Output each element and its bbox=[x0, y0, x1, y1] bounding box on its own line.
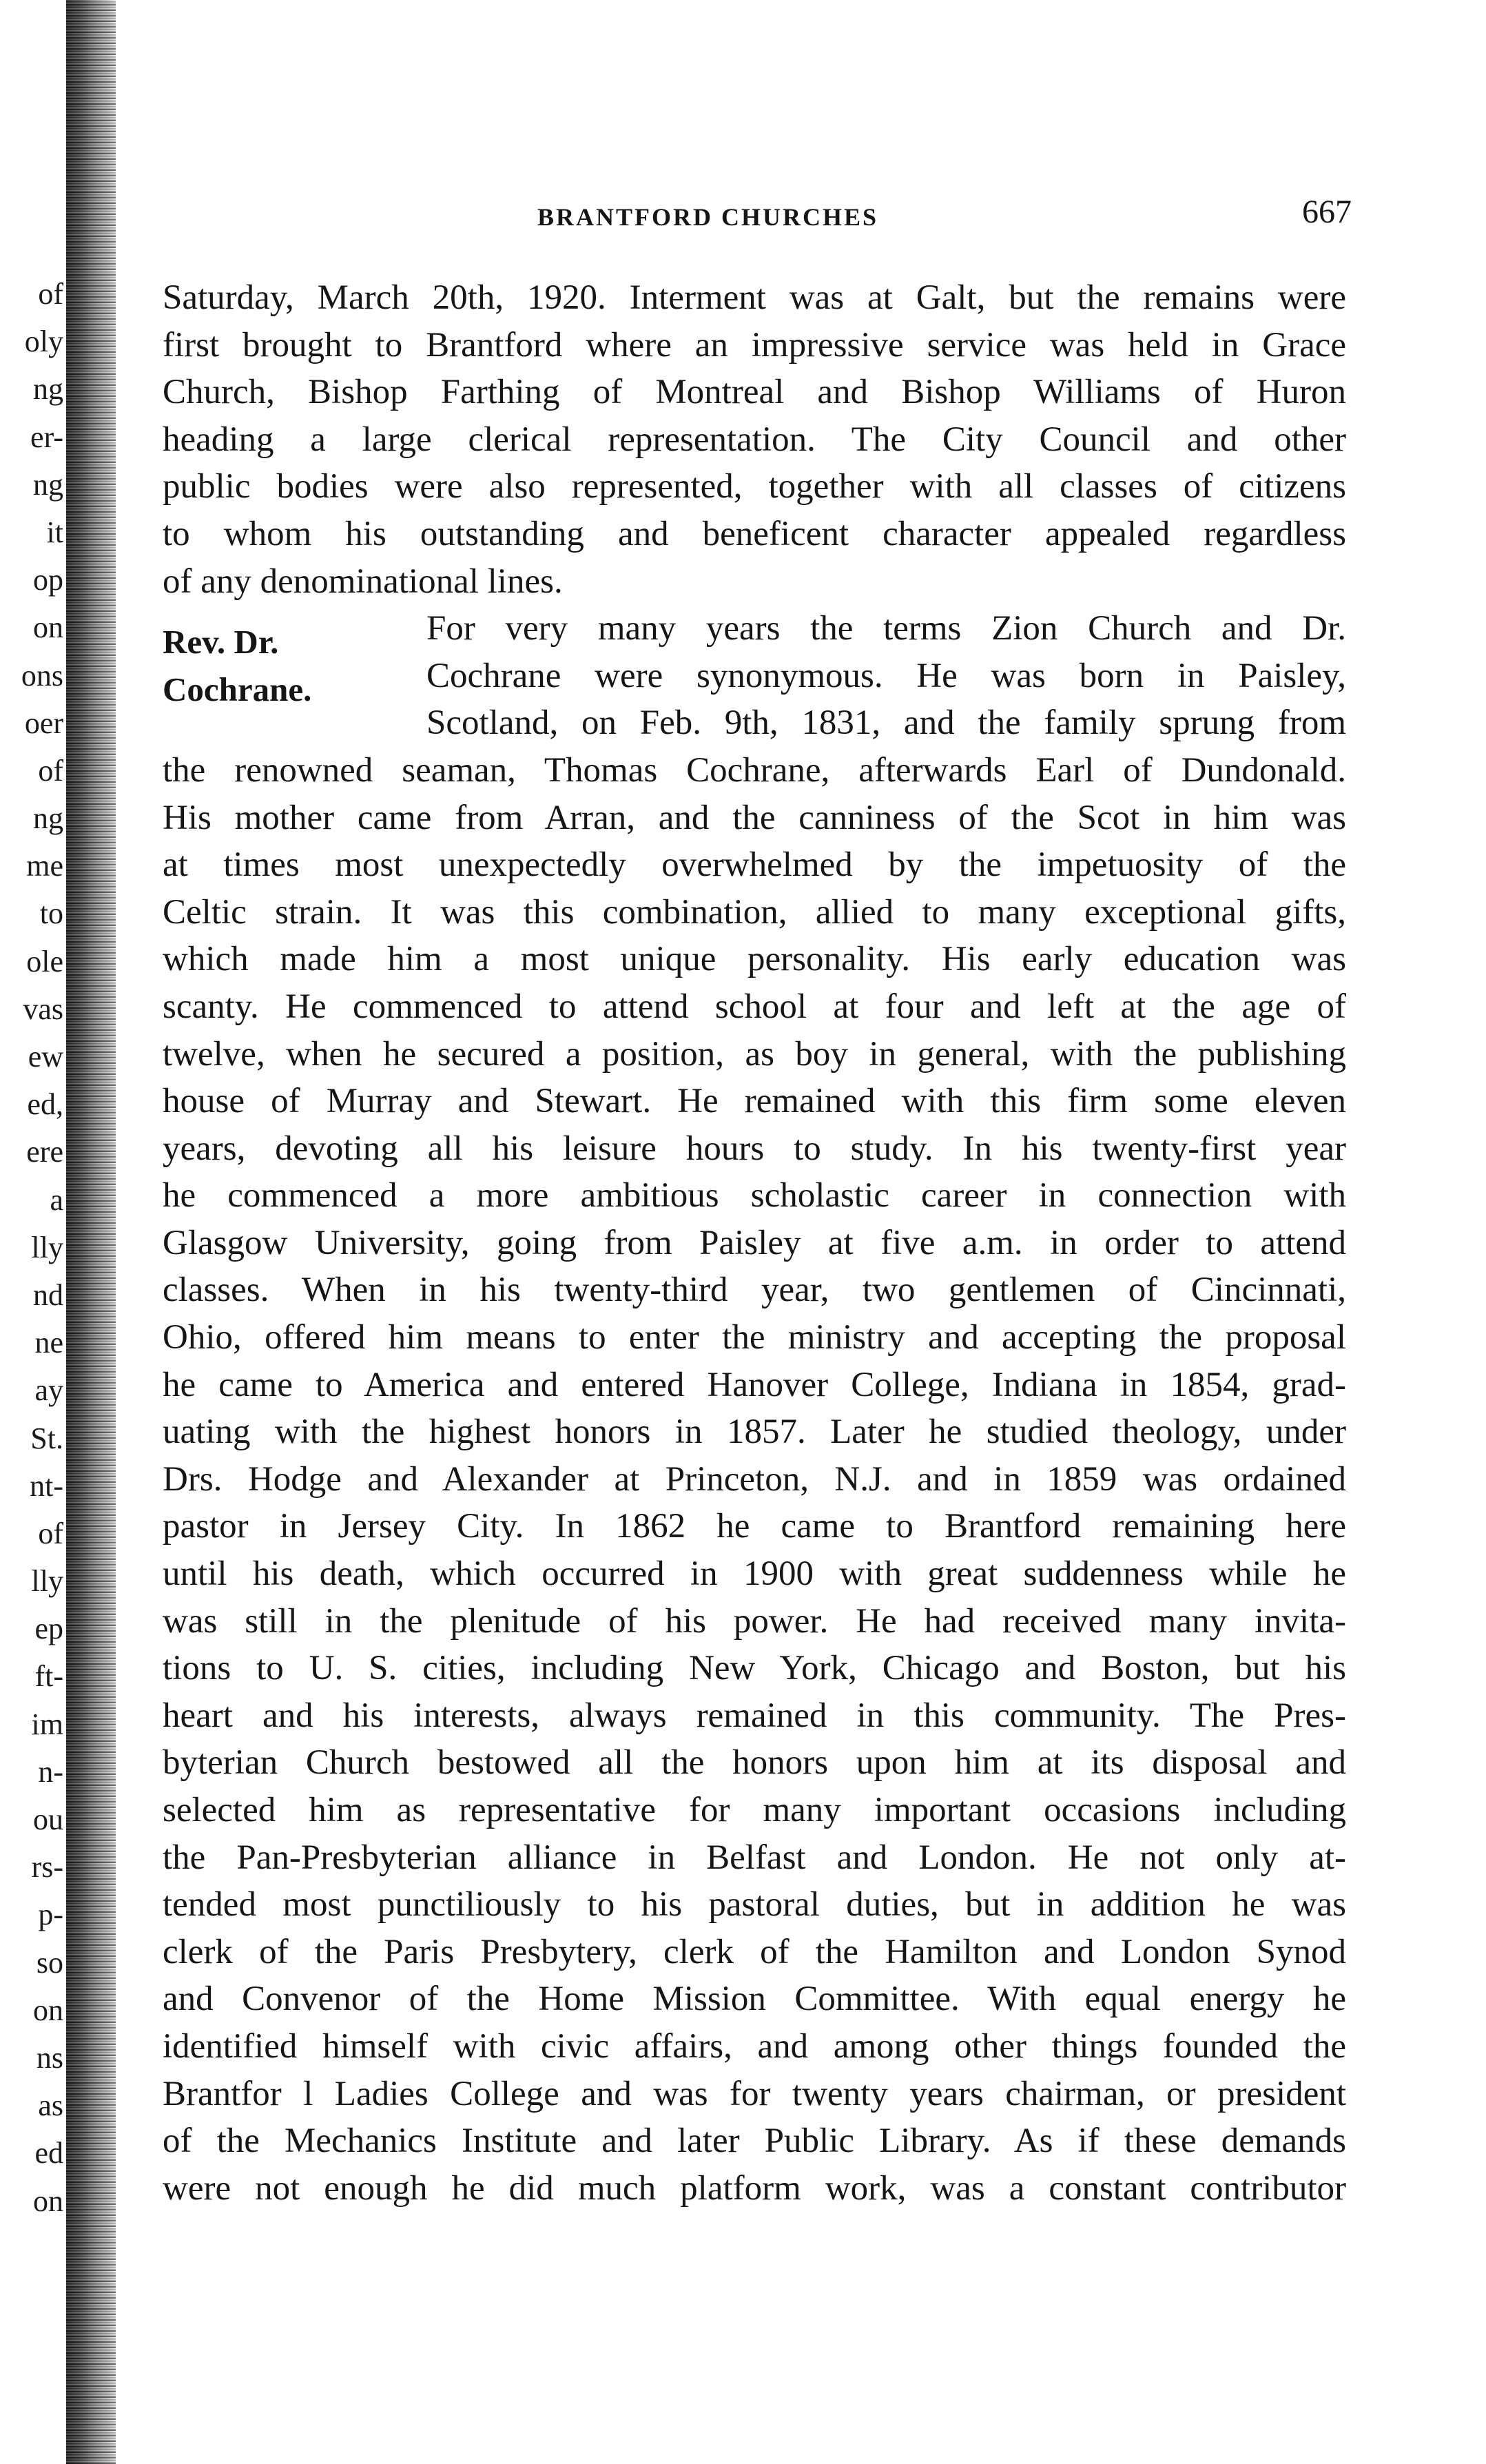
fragment-line: ns bbox=[36, 2040, 63, 2075]
text-line: house of Murray and Stewart. He remained with this firm some eleven bbox=[163, 1082, 1346, 1121]
text-line: he came to America and entered Hanover College, Indiana in 1854, grad- bbox=[163, 1365, 1346, 1404]
text-line: byterian Church bestowed all the honors upon him at its disposal and bbox=[163, 1743, 1346, 1783]
text-line: For very many years the terms Zion Church and Dr. bbox=[426, 609, 1346, 648]
text-line: scanty. He commenced to attend school at four and left at the age of bbox=[163, 987, 1346, 1026]
section-cochrane-heading bbox=[163, 605, 1346, 747]
fragment-line: ew bbox=[28, 1040, 63, 1074]
fragment-line: St. bbox=[30, 1421, 63, 1455]
text-line: to whom his outstanding and beneficent character appealed regardless bbox=[163, 514, 1346, 553]
fragment-line: ng bbox=[33, 801, 63, 836]
fragment-line: ere bbox=[26, 1135, 63, 1169]
text-line: tended most punctiliously to his pastoral duties, but in addition he was bbox=[163, 1885, 1346, 1924]
fragment-line: ole bbox=[26, 944, 63, 978]
text-line: classes. When in his twenty-third year, two gentlemen of Cincinnati, bbox=[163, 1271, 1346, 1310]
text-line: twelve, when he secured a position, as boy in general, with the publishing bbox=[163, 1034, 1346, 1074]
text-line: which made him a most unique personality. His early education was bbox=[163, 940, 1346, 979]
fragment-line: to bbox=[39, 896, 63, 931]
fragment-line: rs- bbox=[31, 1850, 63, 1885]
fragment-line: ng bbox=[33, 467, 63, 502]
fragment-line: on bbox=[33, 1993, 63, 2027]
running-head bbox=[0, 192, 1486, 240]
fragment-line: of bbox=[38, 277, 63, 311]
section-body bbox=[163, 747, 1346, 2212]
text-line: public bodies were also represented, together with all classes of citizens bbox=[163, 467, 1346, 506]
fragment-line: op bbox=[33, 563, 63, 597]
fragment-line: nd bbox=[33, 1277, 63, 1312]
fragment-line: lly bbox=[31, 1230, 63, 1264]
text-line: Brantfor l Ladies College and was for twenty years chairman, or president bbox=[163, 2074, 1346, 2113]
previous-page-fragments bbox=[0, 270, 63, 2225]
fragment-line: of bbox=[38, 1516, 63, 1550]
sidehead-line: Rev. Dr. bbox=[163, 623, 279, 661]
running-head-title: BRANTFORD CHURCHES bbox=[537, 203, 879, 231]
fragment-line: im bbox=[31, 1707, 63, 1741]
text-line: of the Mechanics Institute and later Public Library. As if these demands bbox=[163, 2122, 1346, 2161]
fragment-line: oly bbox=[24, 325, 63, 359]
fragment-line: n- bbox=[38, 1754, 63, 1789]
fragment-line: ng bbox=[33, 372, 63, 407]
indented-lines bbox=[426, 605, 1346, 747]
text-line: first brought to Brantford where an impressive service was held in Grace bbox=[163, 325, 1346, 365]
text-line: uating with the highest honors in 1857. Later he studied theology, under bbox=[163, 1413, 1346, 1452]
text-line: heading a large clerical representation. The City Council and other bbox=[163, 420, 1346, 459]
fragment-line: ou bbox=[33, 1803, 63, 1836]
fragment-line: on bbox=[33, 610, 63, 645]
text-line: Scotland, on Feb. 9th, 1831, and the family sprung from bbox=[426, 704, 1346, 743]
fragment-line: vas bbox=[23, 992, 63, 1026]
paragraph-1 bbox=[163, 274, 1346, 605]
text-line: Drs. Hodge and Alexander at Princeton, N.J. and in 1859 was ordained bbox=[163, 1459, 1346, 1499]
fragment-line: ne bbox=[34, 1326, 63, 1360]
fragment-line: ep bbox=[34, 1612, 63, 1646]
fragment-line: ay bbox=[34, 1373, 63, 1408]
text-line: at times most unexpectedly overwhelmed by the impetuosity of the bbox=[163, 845, 1346, 885]
sidehead-line: Cochrane. bbox=[163, 670, 312, 708]
page-number: 667 bbox=[1302, 194, 1352, 230]
fragment-line: it bbox=[46, 515, 63, 549]
text-line: were not enough he did much platform work, was a constant contributor bbox=[163, 2168, 1346, 2208]
text-line: Ohio, offered him means to enter the ministry and accepting the proposal bbox=[163, 1318, 1346, 1357]
text-line: Glasgow University, going from Paisley at five a.m. in order to attend bbox=[163, 1223, 1346, 1262]
text-line: he commenced a more ambitious scholastic career in connection with bbox=[163, 1176, 1346, 1215]
fragment-line: me bbox=[26, 849, 63, 883]
text-line: His mother came from Arran, and the canniness of the Scot in him was bbox=[163, 798, 1346, 837]
text-line: the renowned seaman, Thomas Cochrane, afterwards Earl of Dundonald. bbox=[163, 750, 1346, 790]
text-line: pastor in Jersey City. In 1862 he came to Brantford remaining here bbox=[163, 1507, 1346, 1546]
fragment-line: of bbox=[38, 753, 63, 788]
text-line: Cochrane were synonymous. He was born in Paisley, bbox=[426, 656, 1346, 695]
text-line: of any denominational lines. bbox=[163, 562, 563, 601]
fragment-line: on bbox=[33, 2184, 63, 2218]
text-line: was still in the plenitude of his power. He had received many invita- bbox=[163, 1601, 1346, 1641]
binding-gutter-shadow bbox=[66, 0, 116, 2464]
text-line: and Convenor of the Home Mission Committee. With equal energy he bbox=[163, 1980, 1346, 2019]
text-line: Church, Bishop Farthing of Montreal and Bishop Williams of Huron bbox=[163, 373, 1346, 412]
section-sidehead bbox=[163, 619, 411, 713]
text-line: selected him as representative for many important occasions including bbox=[163, 1791, 1346, 1830]
text-line: clerk of the Paris Presbytery, clerk of the Hamilton and London Synod bbox=[163, 1932, 1346, 1971]
fragment-line: ed bbox=[34, 2136, 63, 2170]
text-line: heart and his interests, always remained in this community. The Pres- bbox=[163, 1696, 1346, 1735]
fragment-line: ed, bbox=[27, 1087, 63, 1122]
fragment-line: ft- bbox=[34, 1659, 63, 1694]
fragment-line: lly bbox=[31, 1564, 63, 1599]
fragment-line: oer bbox=[24, 706, 63, 740]
text-line: tions to U. S. cities, including New York, Chicago and Boston, but his bbox=[163, 1649, 1346, 1688]
fragment-line: nt- bbox=[30, 1468, 63, 1503]
fragment-line: p- bbox=[38, 1898, 63, 1932]
text-line: until his death, which occurred in 1900 with great suddenness while he bbox=[163, 1554, 1346, 1594]
text-line: identified himself with civic affairs, and among other things founded the bbox=[163, 2026, 1346, 2066]
text-line: Saturday, March 20th, 1920. Interment was at Galt, but the remains were bbox=[163, 278, 1346, 317]
text-line: the Pan-Presbyterian alliance in Belfast and London. He not only at- bbox=[163, 1838, 1346, 1877]
fragment-line: ons bbox=[21, 658, 63, 692]
fragment-line: er- bbox=[30, 420, 63, 454]
fragment-line: so bbox=[36, 1945, 63, 1980]
fragment-line: as bbox=[38, 2088, 63, 2123]
text-line: years, devoting all his leisure hours to study. In his twenty-first year bbox=[163, 1129, 1346, 1168]
text-line: Celtic strain. It was this combination, allied to many exceptional gifts, bbox=[163, 892, 1346, 932]
body-text bbox=[163, 274, 1346, 2212]
fragment-line: a bbox=[50, 1182, 63, 1217]
